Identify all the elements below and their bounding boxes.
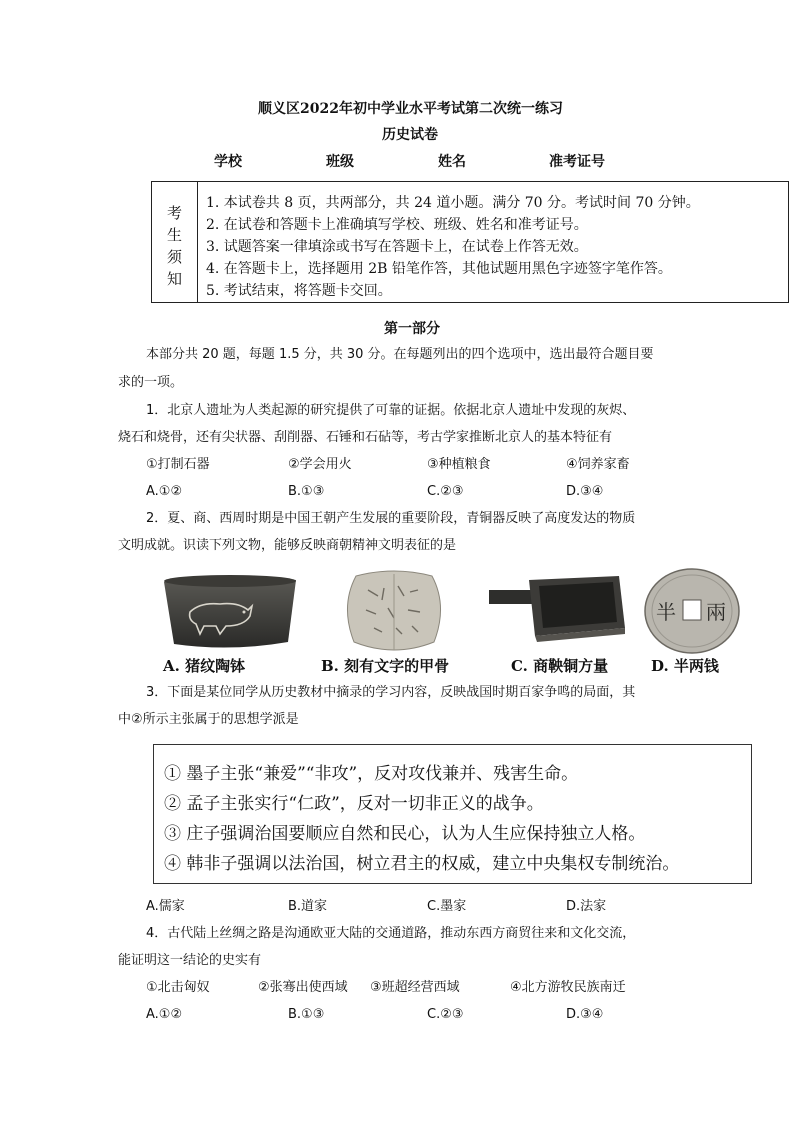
bronze-measure-image: [489, 572, 629, 652]
q2-caption-c[interactable]: C. 商鞅铜方量: [511, 657, 609, 675]
notice-item: 3. 试题答案一律填涂或书写在答题卡上，在试卷上作答无效。: [206, 239, 588, 255]
notice-label: [152, 182, 198, 302]
oracle-bone-image: [338, 566, 450, 658]
notice-label-char: 知: [167, 270, 183, 288]
q3-option-a[interactable]: A.儒家: [146, 899, 185, 914]
part-intro-cont: 求的一项。: [118, 375, 184, 390]
q3-quote-box: [153, 744, 752, 884]
q4-option-c[interactable]: C.②③: [427, 1007, 464, 1022]
notice-label-char: 须: [167, 248, 183, 266]
q4-item: ④北方游牧民族南迁: [510, 980, 626, 995]
pig-pottery-bowl-image: [160, 572, 300, 652]
notice-label-char: 生: [167, 226, 183, 244]
field-class: 班级: [326, 154, 354, 170]
part-intro: 本部分共 20 题，每题 1.5 分，共 30 分。在每题列出的四个选项中，选出最符合题目要: [146, 347, 654, 362]
q1-option-c[interactable]: C.②③: [427, 484, 464, 499]
q3-quote: ① 墨子主张“兼爱”“非攻”，反对攻伐兼并、残害生命。: [164, 764, 579, 784]
q1-option-a[interactable]: A.①②: [146, 484, 183, 499]
q3-option-d[interactable]: D.法家: [566, 899, 607, 914]
q2-stem: 2．夏、商、西周时期是中国王朝产生发展的重要阶段，青铜器反映了高度发达的物质: [146, 511, 636, 526]
notice-item: 5. 考试结束，将答题卡交回。: [206, 283, 392, 299]
q2-stem-cont: 文明成就。识读下列文物，能够反映商朝精神文明表征的是: [118, 538, 457, 553]
q3-quote: ③ 庄子强调治国要顺应自然和民心，认为人生应保持独立人格。: [164, 824, 646, 844]
q4-item: ②张骞出使西域: [258, 980, 348, 995]
q3-quote: ② 孟子主张实行“仁政”，反对一切非正义的战争。: [164, 794, 544, 814]
q4-option-b[interactable]: B.①③: [288, 1007, 325, 1022]
part-title: 第一部分: [384, 321, 440, 337]
q2-caption-a[interactable]: A. 猪纹陶钵: [163, 657, 246, 675]
q4-option-a[interactable]: A.①②: [146, 1007, 183, 1022]
q1-option-b[interactable]: B.①③: [288, 484, 325, 499]
q3-option-c[interactable]: C.墨家: [427, 899, 467, 914]
notice-box: [151, 181, 789, 303]
notice-item: 2. 在试卷和答题卡上准确填写学校、班级、姓名和准考证号。: [206, 217, 588, 233]
q3-quote: ④ 韩非子强调以法治国，树立君主的权威，建立中央集权专制统治。: [164, 854, 680, 874]
coin-inscription-left: 半: [656, 600, 676, 624]
ban-liang-coin-image: [642, 566, 742, 656]
q1-item: ②学会用火: [288, 457, 352, 472]
notice-item: 1. 本试卷共 8 页，共两部分，共 24 道小题。满分 70 分。考试时间 70 分钟。: [206, 195, 700, 211]
field-name: 姓名: [438, 154, 466, 170]
field-exam-number: 准考证号: [549, 154, 605, 170]
q1-item: ①打制石器: [146, 457, 210, 472]
q3-stem-cont: 中②所示主张属于的思想学派是: [118, 712, 299, 727]
q4-stem-cont: 能证明这一结论的史实有: [118, 953, 262, 968]
q1-stem: 1．北京人遗址为人类起源的研究提供了可靠的证据。依据北京人遗址中发现的灰烬、: [146, 403, 636, 418]
q1-item: ④饲养家畜: [566, 457, 630, 472]
q1-option-d[interactable]: D.③④: [566, 484, 604, 499]
q2-caption-b[interactable]: B. 刻有文字的甲骨: [321, 657, 450, 675]
q4-item: ①北击匈奴: [146, 980, 210, 995]
q2-caption-d[interactable]: D. 半两钱: [651, 657, 719, 675]
field-school: 学校: [214, 154, 242, 170]
coin-inscription-right: 兩: [706, 600, 726, 624]
q3-stem: 3．下面是某位同学从历史教材中摘录的学习内容，反映战国时期百家争鸣的局面，其: [146, 685, 636, 700]
notice-item: 4. 在答题卡上，选择题用 2B 铅笔作答，其他试题用黑色字迹签字笔作答。: [206, 261, 672, 277]
q4-stem: 4．古代陆上丝绸之路是沟通欧亚大陆的交通道路，推动东西方商贸往来和文化交流，: [146, 926, 636, 941]
q1-item: ③种植粮食: [427, 457, 491, 472]
notice-label-char: 考: [167, 204, 183, 222]
q1-stem-cont: 烧石和烧骨，还有尖状器、刮削器、石锤和石砧等，考古学家推断北京人的基本特征有: [118, 430, 613, 445]
exam-subject: 历史试卷: [382, 127, 438, 143]
exam-title: 顺义区2022年初中学业水平考试第二次统一练习: [258, 101, 563, 117]
q3-option-b[interactable]: B.道家: [288, 899, 328, 914]
q4-option-d[interactable]: D.③④: [566, 1007, 604, 1022]
q4-item: ③班超经营西域: [370, 980, 460, 995]
